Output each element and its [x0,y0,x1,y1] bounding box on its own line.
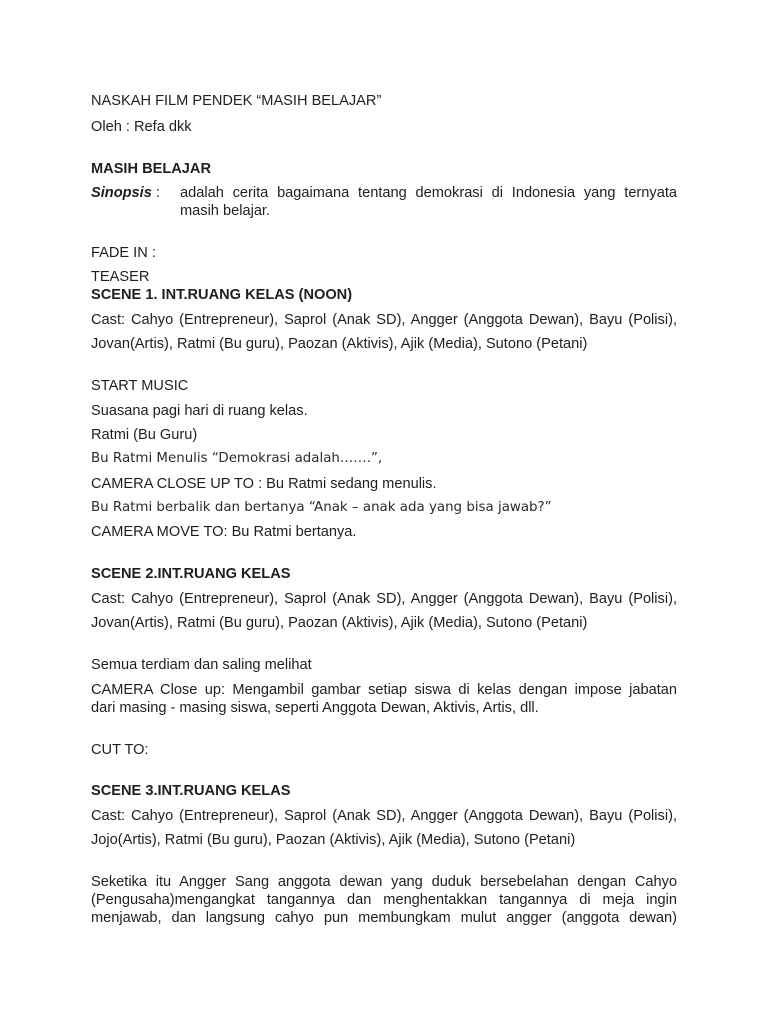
scene-1-ratmi-line: Ratmi (Bu Guru) [91,427,198,443]
synopsis-label: Sinopsis [91,185,152,201]
document-title: NASKAH FILM PENDEK “MASIH BELAJAR” [91,93,382,109]
scene-1-camera-move-line: CAMERA MOVE TO: Bu Ratmi bertanya. [91,524,357,540]
fade-in-line: FADE IN : [91,245,156,261]
scene-2-camera-line-1: CAMERA Close up: Mengambil gambar setiap siswa di kelas dengan impose jabatan [91,682,677,698]
teaser-line: TEASER [91,269,150,285]
scene-2-heading: SCENE 2.INT.RUANG KELAS [91,566,291,582]
scene-2-cast-line-2: Jovan(Artis), Ratmi (Bu guru), Paozan (Aktivis), Ajik (Media), Sutono (Petani) [91,615,588,631]
section-heading: MASIH BELAJAR [91,161,211,177]
synopsis-text-line-2: masih belajar. [180,203,271,219]
synopsis-label-row [91,184,160,202]
scene-1-heading: SCENE 1. INT.RUANG KELAS (NOON) [91,287,353,303]
scene-1-cast-line-2: Jovan(Artis), Ratmi (Bu guru), Paozan (Aktivis), Ajik (Media), Sutono (Petani) [91,336,588,352]
scene-3-heading: SCENE 3.INT.RUANG KELAS [91,783,291,799]
scene-3-paragraph-line-1: Seketika itu Angger Sang anggota dewan yang duduk bersebelahan dengan Cahyo [91,874,677,890]
scene-2-semua-line: Semua terdiam dan saling melihat [91,657,312,673]
scene-3-paragraph-line-3: menjawab, dan langsung cahyo pun membungkam mulut angger (anggota dewan) [91,910,677,926]
scene-1-camera-close-line: CAMERA CLOSE UP TO : Bu Ratmi sedang menulis. [91,476,437,492]
scene-1-cast-line-1: Cast: Cahyo (Entrepreneur), Saprol (Anak SD), Angger (Anggota Dewan), Bayu (Polisi), [91,312,677,328]
start-music-line: START MUSIC [91,378,189,394]
scene-1-suasana-line: Suasana pagi hari di ruang kelas. [91,403,308,419]
scene-1-berbalik-line: Bu Ratmi berbalik dan bertanya “Anak – anak ada yang bisa jawab?” [91,500,552,515]
synopsis-colon: : [151,185,160,201]
cut-to-line: CUT TO: [91,742,149,758]
scene-3-cast-line-2: Jojo(Artis), Ratmi (Bu guru), Paozan (Aktivis), Ajik (Media), Sutono (Petani) [91,832,576,848]
scene-3-paragraph-line-2: (Pengusaha)mengangkat tangannya dan menghentakkan tangannya di meja ingin [91,892,677,908]
scene-1-menulis-line: Bu Ratmi Menulis “Demokrasi adalah…….”, [91,451,383,466]
scene-3-cast-line-1: Cast: Cahyo (Entrepreneur), Saprol (Anak SD), Angger (Anggota Dewan), Bayu (Polisi), [91,808,677,824]
scene-2-cast-line-1: Cast: Cahyo (Entrepreneur), Saprol (Anak SD), Angger (Anggota Dewan), Bayu (Polisi), [91,591,677,607]
document-author: Oleh : Refa dkk [91,119,192,135]
scene-2-camera-line-2: dari masing - masing siswa, seperti Anggota Dewan, Aktivis, Artis, dll. [91,700,539,716]
synopsis-text-line-1: adalah cerita bagaimana tentang demokrasi di Indonesia yang ternyata [180,185,677,201]
